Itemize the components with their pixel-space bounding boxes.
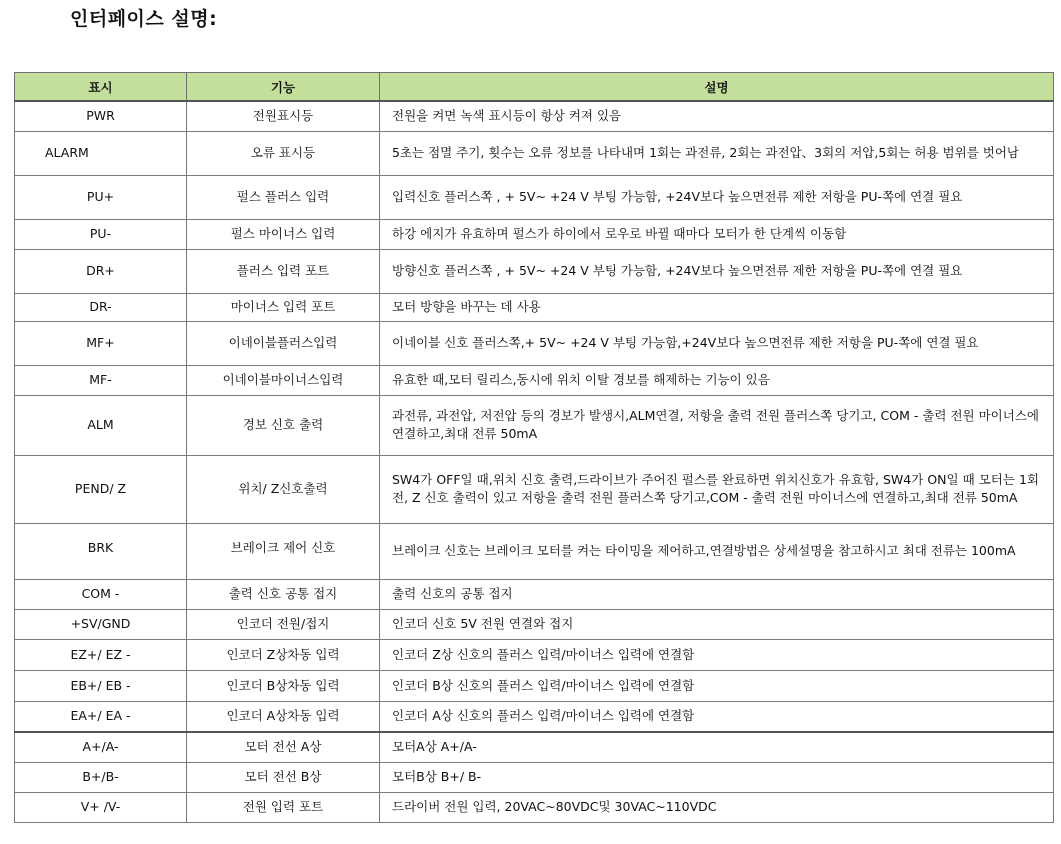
row-description: 모터A상 A+/A- — [380, 732, 1054, 762]
row-function: 펄스 마이너스 입력 — [187, 219, 380, 249]
row-function: 전원표시등 — [187, 101, 380, 131]
row-function: 인코더 B상차동 입력 — [187, 670, 380, 701]
table-row — [15, 523, 1054, 579]
row-description: 인코더 B상 신호의 플러스 입력/마이너스 입력에 연결함 — [380, 670, 1054, 701]
row-function: 펄스 플러스 입력 — [187, 175, 380, 219]
row-function: 위치/ Z신호출력 — [187, 455, 380, 523]
row-description: 전원을 켜면 녹색 표시등이 항상 켜져 있음 — [380, 101, 1054, 131]
row-description: 인코더 Z상 신호의 플러스 입력/마이너스 입력에 연결함 — [380, 639, 1054, 670]
row-function: 모터 전선 A상 — [187, 732, 380, 762]
row-sign: BRK — [15, 523, 187, 579]
row-sign: PU+ — [15, 175, 187, 219]
row-description: 모터 방향을 바꾸는 데 사용 — [380, 293, 1054, 321]
row-description: 이네이블 신호 플러스쪽,+ 5V~ +24 V 부팅 가능함,+24V보다 높으면전류 제한 저항을 PU-쪽에 연결 필요 — [380, 321, 1054, 365]
table-row — [15, 455, 1054, 523]
row-description: SW4가 OFF일 때,위치 신호 출력,드라이브가 주어진 펄스를 완료하면 위치신호가 유효함, SW4가 ON일 때 모터는 1회전, Z 신호 출력이 있고 저항을 출력 전원 플러스쪽 당기고,COM - 출력 전원 마이너스에 연결하고,최대 전류 50mA — [380, 455, 1054, 523]
row-description: 인코더 신호 5V 전원 연결와 접지 — [380, 609, 1054, 639]
row-description: 입력신호 플러스쪽 , + 5V~ +24 V 부팅 가능함, +24V보다 높으면전류 제한 저항을 PU-쪽에 연결 필요 — [380, 175, 1054, 219]
row-sign: MF- — [15, 365, 187, 395]
row-sign: EZ+/ EZ - — [15, 639, 187, 670]
interface-table — [14, 72, 1054, 823]
row-description: 인코더 A상 신호의 플러스 입력/마이너스 입력에 연결함 — [380, 701, 1054, 732]
header-description: 설명 — [380, 73, 1054, 102]
row-description: 유효한 때,모터 릴리스,동시에 위치 이탈 경보를 해제하는 기능이 있음 — [380, 365, 1054, 395]
row-function: 인코더 Z상차동 입력 — [187, 639, 380, 670]
page-title: 인터페이스 설명: — [70, 8, 218, 30]
row-description: 출력 신호의 공통 접지 — [380, 579, 1054, 609]
row-function: 경보 신호 출력 — [187, 395, 380, 455]
table-row — [15, 395, 1054, 455]
table-row — [15, 732, 1054, 762]
row-sign: DR- — [15, 293, 187, 321]
row-sign: DR+ — [15, 249, 187, 293]
table-row — [15, 365, 1054, 395]
row-sign: EB+/ EB - — [15, 670, 187, 701]
header-sign: 표시 — [15, 73, 187, 102]
table-row — [15, 701, 1054, 732]
table-row — [15, 670, 1054, 701]
row-sign: V+ /V- — [15, 792, 187, 822]
header-function: 기능 — [187, 73, 380, 102]
row-function: 인코더 A상차동 입력 — [187, 701, 380, 732]
table-row — [15, 321, 1054, 365]
row-description: 방향신호 플러스쪽 , + 5V~ +24 V 부팅 가능함, +24V보다 높으면전류 제한 저항을 PU-쪽에 연결 필요 — [380, 249, 1054, 293]
row-function: 마이너스 입력 포트 — [187, 293, 380, 321]
row-function: 출력 신호 공통 접지 — [187, 579, 380, 609]
table-row — [15, 792, 1054, 822]
table-row — [15, 175, 1054, 219]
row-sign: B+/B- — [15, 762, 187, 792]
row-description: 모터B상 B+/ B- — [380, 762, 1054, 792]
row-sign: ALARM — [15, 131, 187, 175]
table-row — [15, 293, 1054, 321]
row-sign: A+/A- — [15, 732, 187, 762]
row-function: 브레이크 제어 신호 — [187, 523, 380, 579]
row-function: 이네이블플러스입력 — [187, 321, 380, 365]
row-sign: MF+ — [15, 321, 187, 365]
row-sign: +SV/GND — [15, 609, 187, 639]
row-sign: COM - — [15, 579, 187, 609]
row-description: 과전류, 과전압, 저전압 등의 경보가 발생시,ALM연결, 저항을 출력 전원 플러스쪽 당기고, COM - 출력 전원 마이너스에 연결하고,최대 전류 50mA — [380, 395, 1054, 455]
row-sign: PWR — [15, 101, 187, 131]
row-function: 오류 표시등 — [187, 131, 380, 175]
row-sign: ALM — [15, 395, 187, 455]
table-row — [15, 101, 1054, 131]
row-function: 인코더 전원/접지 — [187, 609, 380, 639]
table-header-row — [15, 73, 1054, 102]
row-sign: EA+/ EA - — [15, 701, 187, 732]
row-description: 드라이버 전원 입력, 20VAC~80VDC및 30VAC~110VDC — [380, 792, 1054, 822]
row-description: 5초는 점멸 주기, 횟수는 오류 정보를 나타내며 1회는 과전류, 2회는 과전압、3회의 저압,5회는 허용 범위를 벗어남 — [380, 131, 1054, 175]
row-function: 플러스 입력 포트 — [187, 249, 380, 293]
row-function: 모터 전선 B상 — [187, 762, 380, 792]
row-description: 브레이크 신호는 브레이크 모터를 켜는 타이밍을 제어하고,연결방법은 상세설명을 참고하시고 최대 전류는 100mA — [380, 523, 1054, 579]
row-function: 전원 입력 포트 — [187, 792, 380, 822]
table-row — [15, 249, 1054, 293]
table-row — [15, 219, 1054, 249]
table-row — [15, 639, 1054, 670]
row-function: 이네이블마이너스입력 — [187, 365, 380, 395]
table-row — [15, 609, 1054, 639]
table-row — [15, 762, 1054, 792]
row-sign: PU- — [15, 219, 187, 249]
table-row — [15, 579, 1054, 609]
table-row — [15, 131, 1054, 175]
row-description: 하강 에지가 유효하며 펄스가 하이에서 로우로 바뀔 때마다 모터가 한 단계씩 이동함 — [380, 219, 1054, 249]
row-sign: PEND/ Z — [15, 455, 187, 523]
